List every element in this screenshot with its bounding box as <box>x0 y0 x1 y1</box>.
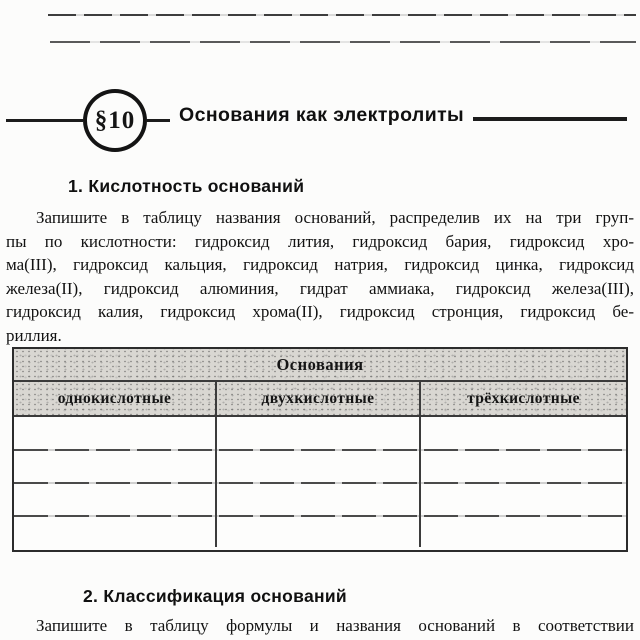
table-row-divider <box>14 449 626 451</box>
table-row-divider <box>14 482 626 484</box>
table-row-divider <box>14 515 626 517</box>
column-header-diacid: двухкислотные <box>215 382 419 415</box>
paragraph-line: риллия. <box>6 325 62 345</box>
section1-paragraph <box>6 206 634 347</box>
paragraph-line: Запишите в таблицу формулы и названия оснований в соответствии <box>36 616 634 635</box>
writing-line-top-2 <box>50 41 636 43</box>
section-number-badge <box>83 89 147 152</box>
badge-rule-right <box>473 117 627 121</box>
table-empty-body <box>14 417 626 547</box>
badge-rule-mid <box>146 119 170 122</box>
paragraph-line: пы по кислотности: гидроксид лития, гидроксид бария, гидроксид хро- <box>6 231 634 251</box>
writing-line-top-1 <box>48 14 636 16</box>
section-number: §10 <box>94 106 136 134</box>
paragraph-line: Запишите в таблицу названия оснований, распределив их на три груп- <box>36 208 634 227</box>
chapter-title: Основания как электролиты <box>179 104 465 126</box>
section2-heading: 2. Классификация оснований <box>83 586 347 606</box>
column-header-triacid: трёхкислотные <box>419 382 626 415</box>
section1-heading: 1. Кислотность оснований <box>68 176 305 196</box>
section2-paragraph <box>6 614 634 638</box>
badge-rule-left <box>6 119 83 122</box>
table-title-cell <box>14 349 626 382</box>
paragraph-line: железа(II), гидроксид алюминия, гидрат аммиака, гидроксид железа(III), <box>6 278 634 298</box>
paragraph-line: гидроксид калия, гидроксид хрома(II), гидроксид стронция, гидроксид бе- <box>6 302 634 321</box>
paragraph-line: ма(III), гидроксид кальция, гидроксид натрия, гидроксид цинка, гидроксид <box>6 255 634 274</box>
bases-table <box>12 347 628 552</box>
column-header-monoacid: однокислотные <box>14 382 215 415</box>
table-title: Основания <box>276 354 364 374</box>
table-column-header-row <box>14 382 626 417</box>
